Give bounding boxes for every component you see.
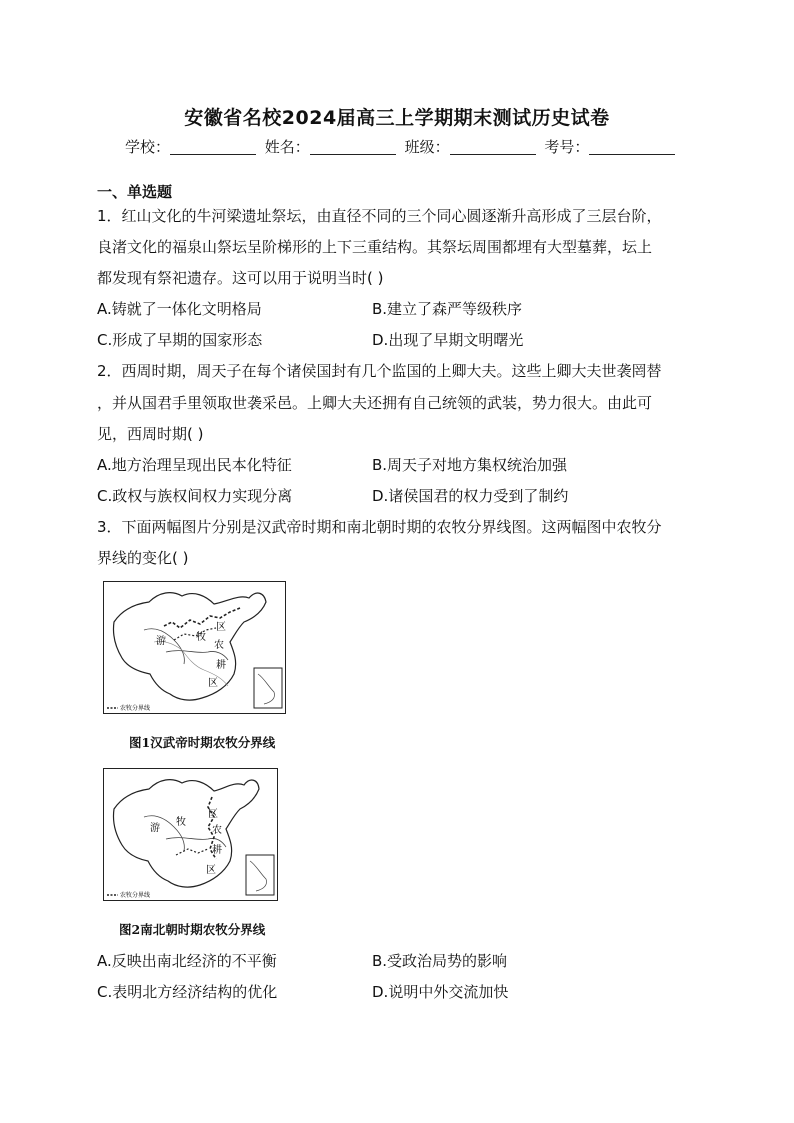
figure-2-caption: 图2南北朝时期农牧分界线 bbox=[119, 922, 266, 937]
q2-line-2: ，并从国君手里领取世袭采邑。上卿大夫还拥有自己统领的武装，势力很大。由此可 bbox=[97, 394, 653, 412]
exam-title: 安徽省名校2024届高三上学期期末测试历史试卷 bbox=[184, 107, 610, 129]
q3-option-b[interactable]: B.受政治局势的影响 bbox=[372, 952, 508, 970]
school-blank[interactable] bbox=[170, 140, 256, 155]
class-blank[interactable] bbox=[450, 140, 536, 155]
figure-1-label-you: 游 bbox=[156, 636, 166, 647]
school-label: 学校： bbox=[125, 138, 171, 156]
section-heading: 一、单选题 bbox=[97, 183, 173, 201]
figure-1-map bbox=[103, 581, 286, 714]
figure-2-legend: 农牧分界线 bbox=[120, 892, 151, 899]
figure-2-label-you: 游 bbox=[150, 823, 160, 834]
q3-line-2: 界线的变化( ) bbox=[97, 549, 189, 567]
figure-2-map bbox=[103, 768, 278, 901]
exam-number-blank[interactable] bbox=[589, 140, 675, 155]
q1-option-b[interactable]: B.建立了森严等级秩序 bbox=[372, 300, 523, 318]
figure-1-legend: 农牧分界线 bbox=[120, 705, 151, 712]
name-blank[interactable] bbox=[310, 140, 396, 155]
q3-line-1: 3．下面两幅图片分别是汉武帝时期和南北朝时期的农牧分界线图。这两幅图中农牧分 bbox=[97, 518, 662, 536]
figure-1-label-qu2: 区 bbox=[208, 678, 218, 689]
student-info-row bbox=[125, 136, 679, 157]
q2-line-1: 2．西周时期，周天子在每个诸侯国封有几个监国的上卿大夫。这些上卿大夫世袭罔替 bbox=[97, 362, 662, 380]
figure-1-label-geng: 耕 bbox=[216, 660, 226, 671]
class-label: 班级： bbox=[404, 138, 450, 156]
china-map-southern-northern-icon bbox=[104, 769, 277, 900]
figure-2-label-geng: 耕 bbox=[212, 845, 222, 856]
q1-option-c[interactable]: C.形成了早期的国家形态 bbox=[97, 331, 263, 349]
q2-option-c[interactable]: C.政权与族权间权力实现分离 bbox=[97, 487, 293, 505]
q1-option-d[interactable]: D.出现了早期文明曙光 bbox=[372, 331, 524, 349]
figure-1-caption: 图1汉武帝时期农牧分界线 bbox=[129, 735, 276, 750]
q1-line-1: 1．红山文化的牛河梁遗址祭坛，由直径不同的三个同心圆逐渐升高形成了三层台阶， bbox=[97, 207, 662, 225]
figure-2-label-qu1: 区 bbox=[208, 809, 218, 820]
figure-2-label-mu: 牧 bbox=[176, 817, 186, 828]
q2-option-d[interactable]: D.诸侯国君的权力受到了制约 bbox=[372, 487, 569, 505]
figure-2-label-nong: 农 bbox=[212, 825, 222, 836]
q1-option-a[interactable]: A.铸就了一体化文明格局 bbox=[97, 300, 262, 318]
exam-number-label: 考号： bbox=[544, 138, 590, 156]
q3-option-d[interactable]: D.说明中外交流加快 bbox=[372, 983, 509, 1001]
china-map-han-icon bbox=[104, 582, 285, 713]
q1-line-2: 良渚文化的福泉山祭坛呈阶梯形的上下三重结构。其祭坛周围都埋有大型墓葬，坛上 bbox=[97, 238, 653, 256]
figure-2-label-qu2: 区 bbox=[206, 865, 216, 876]
figure-1-label-mu: 牧 bbox=[196, 632, 206, 643]
q3-option-a[interactable]: A.反映出南北经济的不平衡 bbox=[97, 952, 277, 970]
figure-1-label-qu1: 区 bbox=[216, 622, 226, 633]
q2-line-3: 见，西周时期( ) bbox=[97, 425, 204, 443]
name-label: 姓名： bbox=[264, 138, 310, 156]
q1-line-3: 都发现有祭祀遗存。这可以用于说明当时( ) bbox=[97, 269, 384, 287]
q2-option-a[interactable]: A.地方治理呈现出民本化特征 bbox=[97, 456, 292, 474]
q2-option-b[interactable]: B.周天子对地方集权统治加强 bbox=[372, 456, 568, 474]
figure-1-label-nong: 农 bbox=[214, 640, 224, 651]
q3-option-c[interactable]: C.表明北方经济结构的优化 bbox=[97, 983, 278, 1001]
